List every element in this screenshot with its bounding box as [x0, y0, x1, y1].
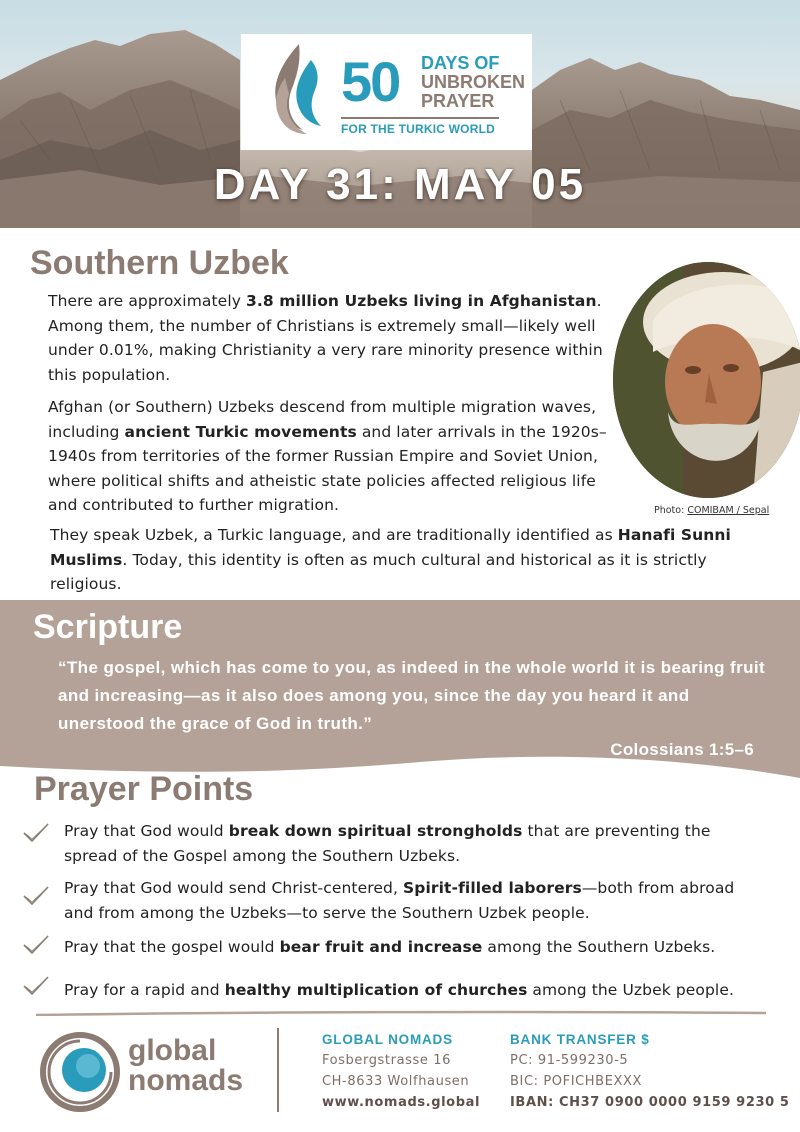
- text-run: among the Southern Uzbeks.: [482, 938, 716, 956]
- text-bold: ancient Turkic movements: [124, 422, 357, 441]
- prayer-point-text: [64, 978, 764, 1003]
- text-bold: 3.8 million Uzbeks living in Afghanistan: [246, 292, 597, 310]
- text-bold: Spirit-filled laborers: [403, 879, 582, 897]
- paragraph-population: [48, 289, 618, 387]
- text-run: —both from abroad and from among the Uzbeks—to serve the Southern Uzbek people.: [64, 879, 735, 922]
- bank-bic: BIC: POFICHBEXXX: [510, 1074, 643, 1089]
- day-title: DAY 31: MAY 05: [213, 160, 587, 209]
- scripture-quote: “The gospel, which has come to you, as indeed in the whole world it is bearing fruit and increasing—as it also does among you, since the day you heard it and unerstood the grace of God in truth.”: [58, 658, 766, 733]
- photo-credit-link[interactable]: COMIBAM / Sepal: [687, 505, 770, 516]
- logo-line-2: UNBROKEN: [421, 72, 526, 92]
- prayer-point: [22, 978, 782, 1006]
- text-run: They speak Uzbek, a Turkic language, and are traditionally identified as: [50, 526, 618, 544]
- section-title-prayer-points: Prayer Points: [34, 770, 254, 808]
- logo-text: [421, 54, 531, 111]
- checkmark-icon: [22, 974, 50, 998]
- checkmark-icon: [22, 933, 50, 957]
- prayer-point: [22, 876, 782, 926]
- text-run: Pray for a rapid and: [64, 981, 225, 999]
- section-title-people-group: Southern Uzbek: [30, 244, 289, 282]
- bank-details-block: [510, 1029, 790, 1113]
- elderly-man-portrait: [613, 262, 800, 498]
- org-website-link[interactable]: www.nomads.global: [322, 1095, 481, 1110]
- campaign-logo: [241, 34, 532, 150]
- paragraph-religion: [50, 523, 780, 597]
- portrait-photo: [613, 262, 800, 498]
- org-city: CH-8633 Wolfhausen: [322, 1074, 470, 1089]
- text-run: Afghan (or Southern) Uzbeks descend from multiple migration waves, including: [48, 398, 597, 441]
- org-address-block: [322, 1029, 480, 1113]
- text-bold: break down spiritual strongholds: [228, 822, 523, 840]
- bank-iban: IBAN: CH37 0900 0000 9159 9230 5: [510, 1095, 790, 1110]
- org-heading: GLOBAL NOMADS: [322, 1032, 453, 1047]
- text-run: Pray that God would send Christ-centered,: [64, 879, 403, 897]
- footer-divider: [36, 1010, 766, 1016]
- paragraph-history: [48, 395, 616, 518]
- logo-line-1: DAYS OF: [421, 53, 500, 73]
- logo-divider: [341, 117, 499, 119]
- wordmark-line-2: nomads: [128, 1064, 244, 1097]
- flame-icon: [241, 34, 341, 150]
- section-title-scripture: Scripture: [33, 608, 183, 646]
- global-nomads-logo-icon: [40, 1032, 120, 1112]
- logo-number: 50: [341, 50, 400, 113]
- global-nomads-wordmark: [128, 1036, 243, 1096]
- text-run: . Today, this identity is often as much cultural and historical as it is strictly religious.: [50, 550, 707, 593]
- prayer-point-text: [64, 876, 764, 925]
- text-run: . Among them, the number of Christians is extremely small—likely well under 0.01%, making Christianity a very rare minority presence within this population.: [48, 292, 603, 384]
- logo-subtitle: FOR THE TURKIC WORLD: [341, 122, 495, 136]
- logo-line-3: PRAYER: [421, 91, 495, 111]
- photo-credit: [654, 505, 769, 516]
- wordmark-line-1: global: [128, 1034, 217, 1067]
- text-bold: bear fruit and increase: [279, 938, 483, 956]
- scripture-reference: Colossians 1:5–6: [610, 740, 754, 759]
- text-run: Pray that God would: [64, 822, 229, 840]
- prayer-point-text: [64, 819, 764, 868]
- bank-pc: PC: 91-599230-5: [510, 1053, 629, 1068]
- prayer-point-text: [64, 935, 764, 960]
- text-run: Pray that the gospel would: [64, 938, 280, 956]
- checkmark-icon: [22, 821, 50, 845]
- text-bold: healthy multiplication of churches: [224, 981, 528, 999]
- header-banner: [0, 0, 800, 228]
- text-bold: Hanafi Sunni Muslims: [50, 526, 731, 569]
- org-street: Fosbergstrasse 16: [322, 1053, 451, 1068]
- photo-credit-label: Photo:: [654, 505, 688, 516]
- prayer-point: [22, 935, 782, 963]
- prayer-point: [22, 819, 782, 869]
- checkmark-icon: [22, 884, 50, 908]
- text-run: There are approximately: [48, 292, 247, 310]
- footer-vertical-divider: [277, 1028, 279, 1112]
- bank-heading: BANK TRANSFER $: [510, 1032, 650, 1047]
- text-run: and later arrivals in the 1920s–1940s from territories of the former Russian Empire and Soviet Union, where political shifts and atheistic state policies affected religious life and contributed to further migration.: [48, 422, 607, 514]
- text-run: among the Uzbek people.: [527, 981, 734, 999]
- text-run: that are preventing the spread of the Gospel among the Southern Uzbeks.: [64, 822, 711, 865]
